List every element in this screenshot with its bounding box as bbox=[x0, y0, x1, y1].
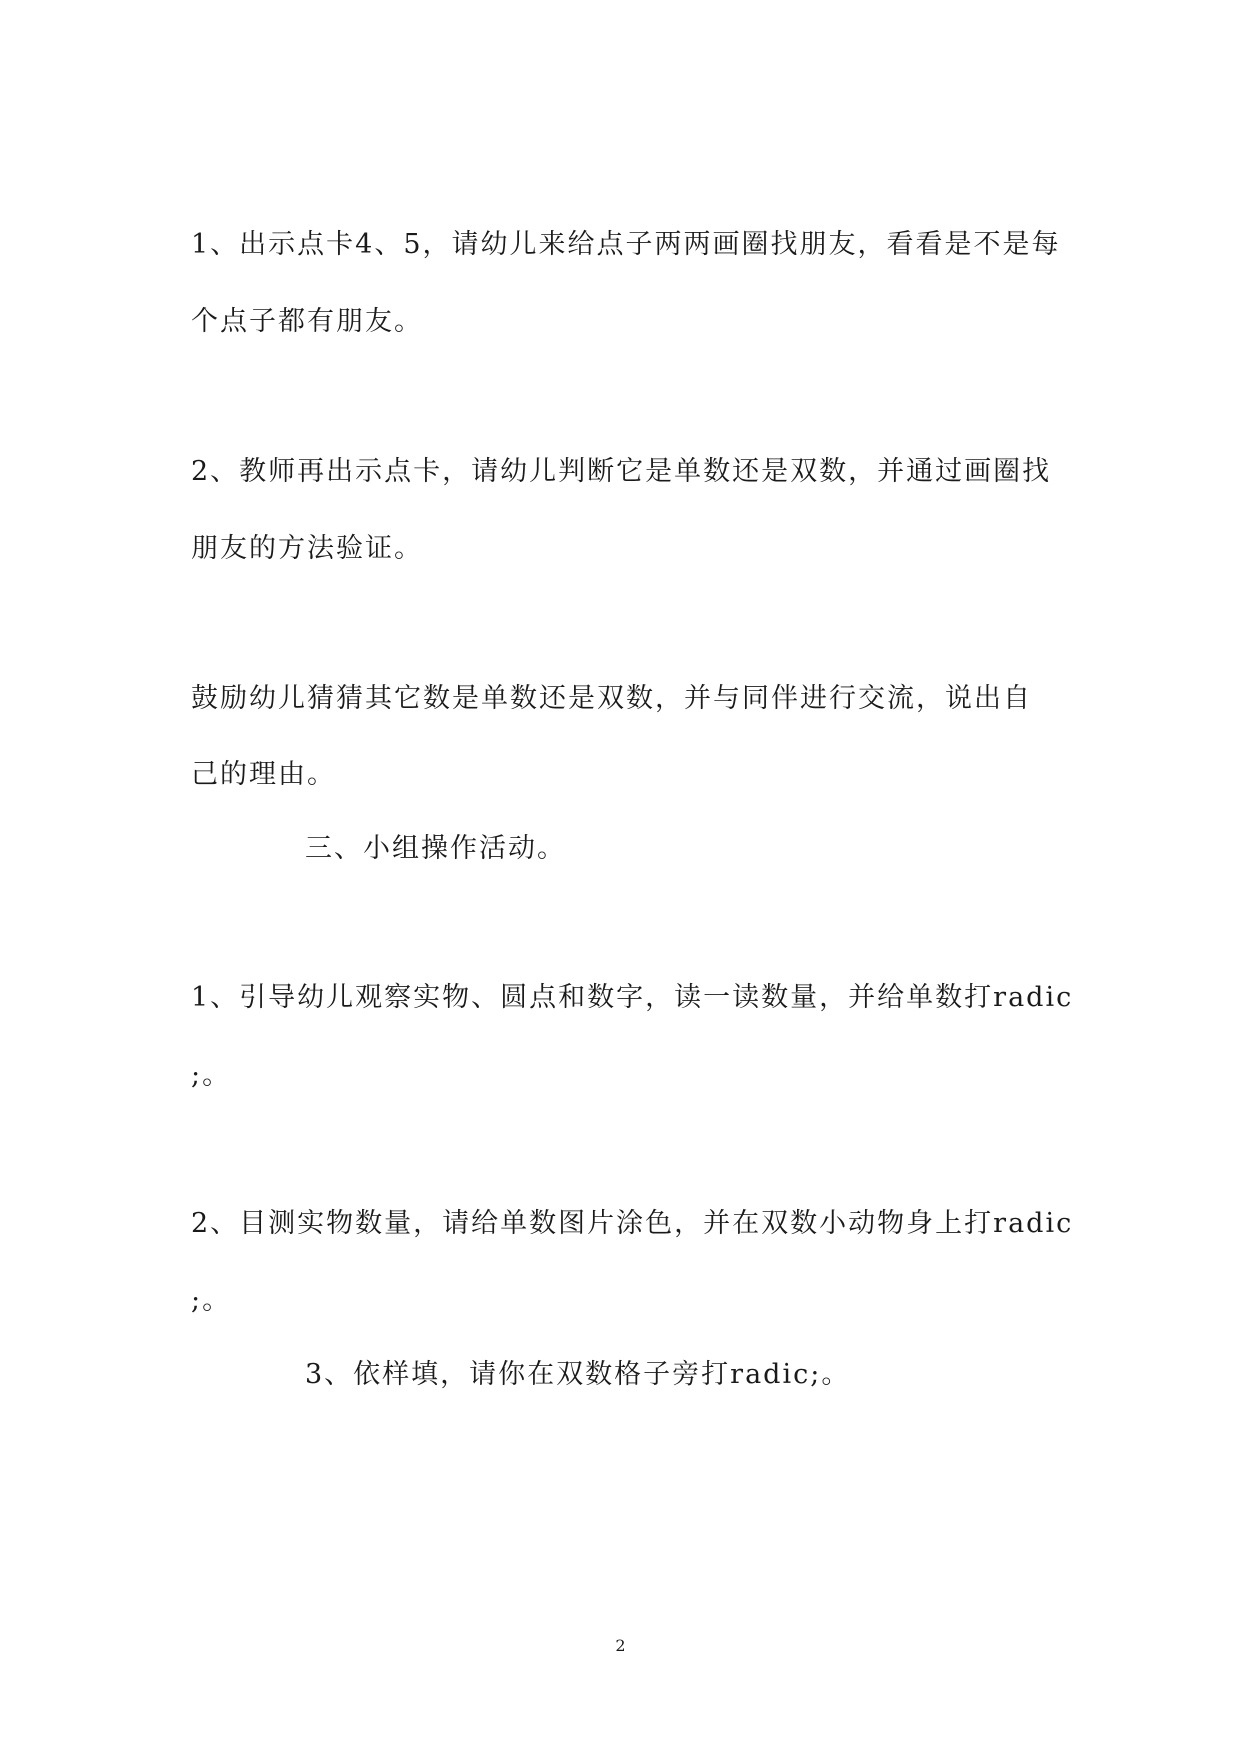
paragraph-1-line-1: 1、出示点卡4、5，请幼儿来给点子两两画圈找朋友，看看是不是每 bbox=[191, 229, 1061, 260]
paragraph-5-line-1: 2、目测实物数量，请给单数图片涂色，并在双数小动物身上打radic bbox=[191, 1208, 1074, 1239]
paragraph-2-line-1: 2、教师再出示点卡，请幼儿判断它是单数还是双数，并通过画圈找 bbox=[191, 456, 1052, 487]
paragraph-2-line-2: 朋友的方法验证。 bbox=[191, 533, 423, 564]
paragraph-4-line-2: ;。 bbox=[191, 1060, 232, 1091]
paragraph-4-line-1: 1、引导幼儿观察实物、圆点和数字，读一读数量，并给单数打radic bbox=[191, 982, 1074, 1013]
paragraph-3-line-2: 己的理由。 bbox=[191, 759, 336, 790]
paragraph-1-line-2: 个点子都有朋友。 bbox=[191, 306, 423, 337]
page-number: 2 bbox=[615, 1636, 626, 1655]
paragraph-6-line-1: 3、依样填，请你在双数格子旁打radic;。 bbox=[305, 1359, 851, 1390]
section-heading: 三、小组操作活动。 bbox=[305, 833, 566, 864]
paragraph-3-line-1: 鼓励幼儿猜猜其它数是单数还是双数，并与同伴进行交流，说出自 bbox=[191, 683, 1032, 714]
paragraph-5-line-2: ;。 bbox=[191, 1285, 232, 1316]
